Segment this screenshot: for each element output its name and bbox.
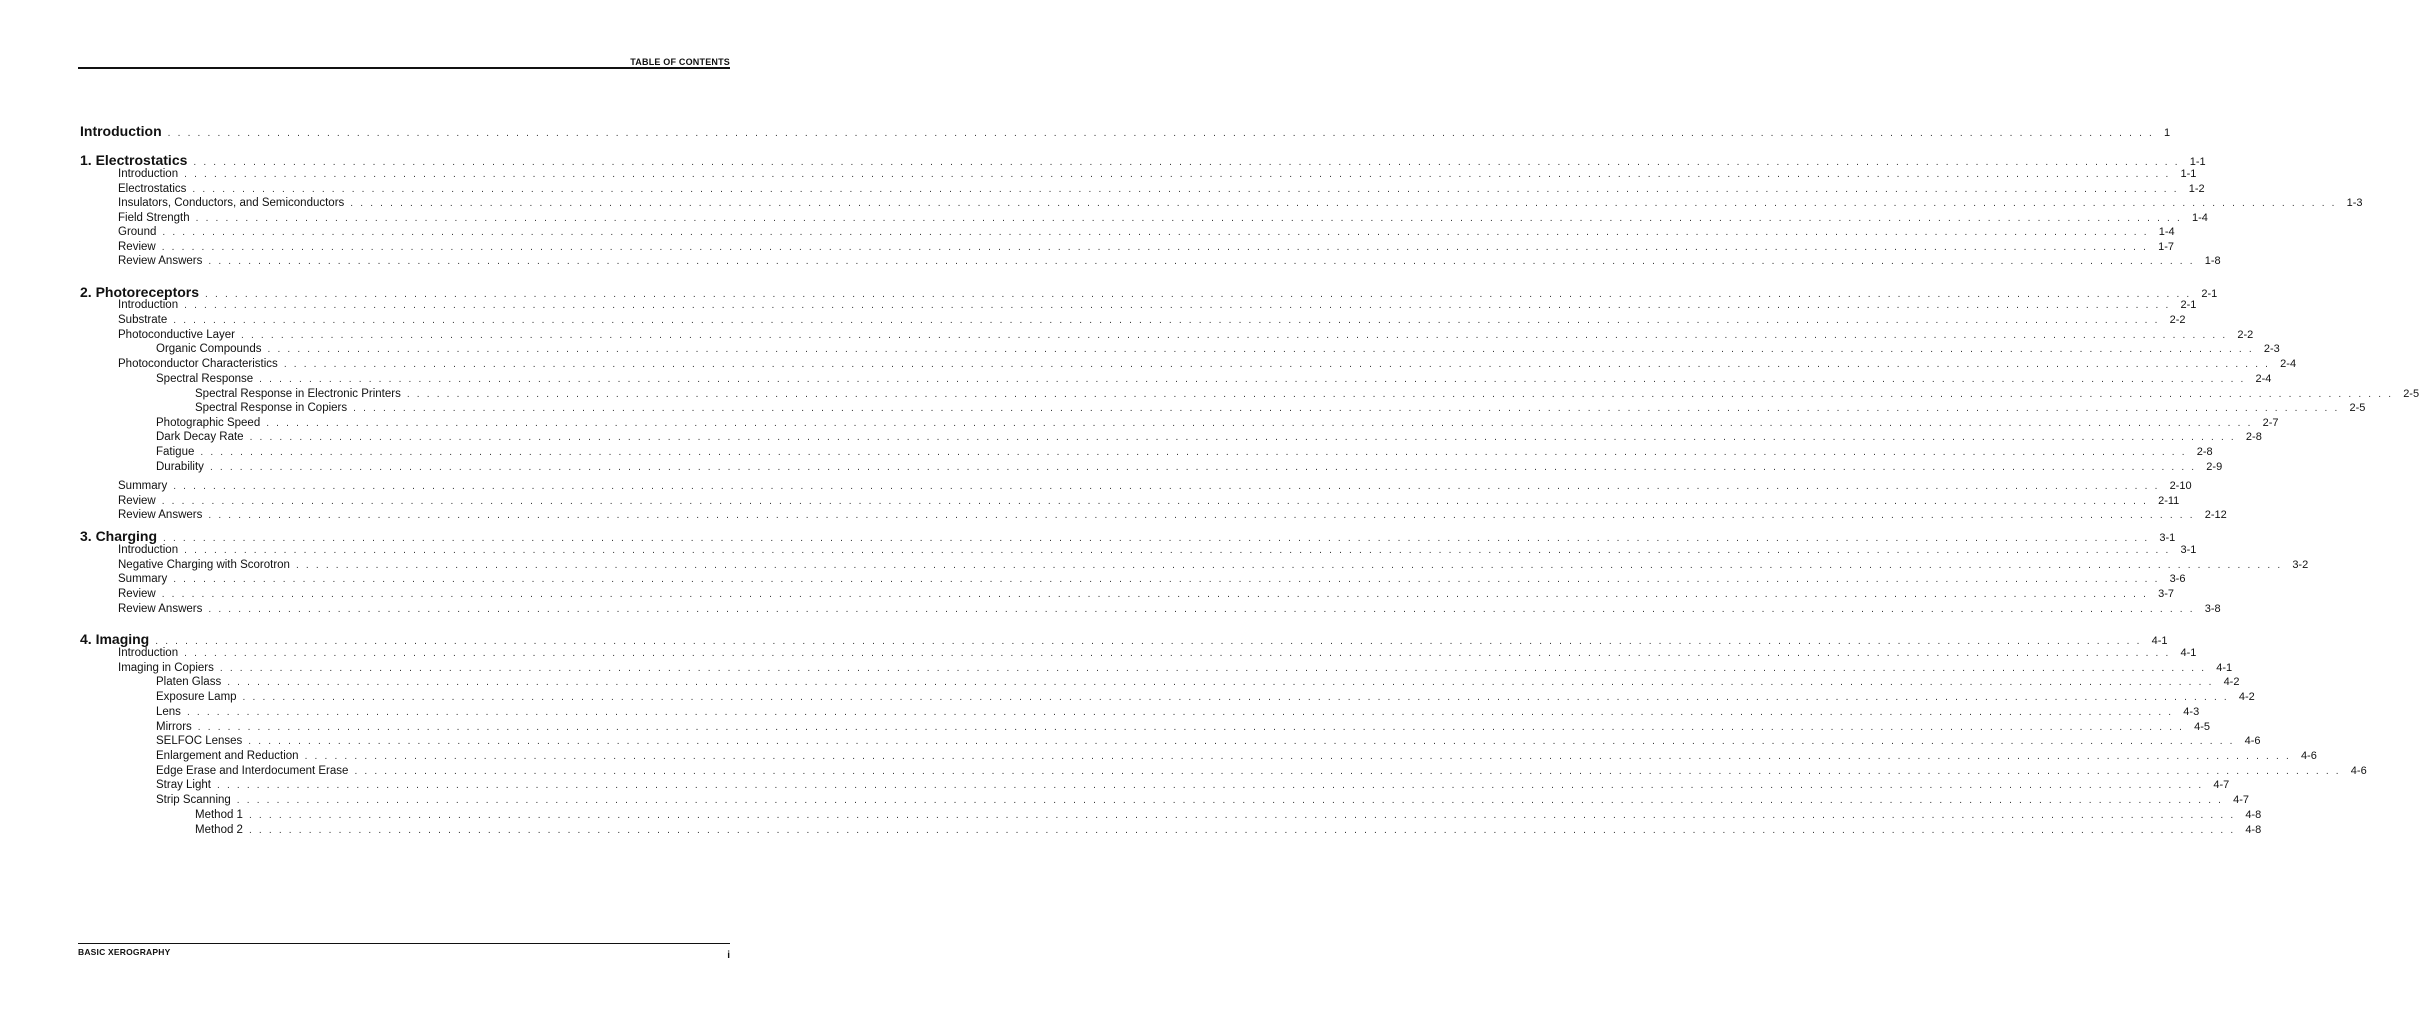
toc-entry xyxy=(0,822,2262,838)
dot-leader: . . . . . . . . . . . . . . . . . . . . . . . . . . . . . . . . . . . . . . . . . . . . . . . . . . . . . . . . . . . . . . . . . . . . . . . . . . . . . . . . . . . . . . . . . . . . . . . . . . . . . . . . . . . . . . . . . . . . . . . . . . . . . . . . . . . . . . . . . . . . . . . . . . . . . . . . . . . . . . . . . . . . . . . . . . . . . . . . . . . . . . . . . . . . . . . . . . . . . . . . xyxy=(248,825,2236,836)
toc-entry-title: Substrate xyxy=(118,314,168,326)
dot-leader: . . . . . . . . . . . . . . . . . . . . . . . . . . . . . . . . . . . . . . . . . . . . . . . . . . . . . . . . . . . . . . . . . . . . . . . . . . . . . . . . . . . . . . . . . . . . . . . . . . . . . . . . . . . . . . . . . . . . . . . . . . . . . . . . . . . . . . . . . . . . . . . . . . . . . . . . . . . . . . . . . . . . . . . . . . . . . . . . . . . . . . . . . . . . . . . . . . . . . . . . xyxy=(200,447,2187,458)
toc-entry-title: SELFOC Lenses xyxy=(156,735,243,747)
toc-entry-title: Strip Scanning xyxy=(156,794,231,806)
dot-leader: . . . . . . . . . . . . . . . . . . . . . . . . . . . . . . . . . . . . . . . . . . . . . . . . . . . . . . . . . . . . . . . . . . . . . . . . . . . . . . . . . . . . . . . . . . . . . . . . . . . . . . . . . . . . . . . . . . . . . . . . . . . . . . . . . . . . . . . . . . . . . . . . . . . . . . . . . . . . . . . . . . . . . . . . . . . . . . . . . . . . . . . . . . . . . . . . . . . . . . . . xyxy=(249,432,2236,443)
dot-leader: . . . . . . . . . . . . . . . . . . . . . . . . . . . . . . . . . . . . . . . . . . . . . . . . . . . . . . . . . . . . . . . . . . . . . . . . . . . . . . . . . . . . . . . . . . . . . . . . . . . . . . . . . . . . . . . . . . . . . . . . . . . . . . . . . . . . . . . . . . . . . . . . . . . . . . . . . . . . . . . . . . . . . . . . . . . . . . . . . . . . . . . . . . . . . . . . . . . . . . . . xyxy=(283,359,2271,370)
toc-entry-page: 4-1 xyxy=(2151,635,2168,647)
toc-entry-title: Ground xyxy=(118,226,157,238)
dot-leader: . . . . . . . . . . . . . . . . . . . . . . . . . . . . . . . . . . . . . . . . . . . . . . . . . . . . . . . . . . . . . . . . . . . . . . . . . . . . . . . . . . . . . . . . . . . . . . . . . . . . . . . . . . . . . . . . . . . . . . . . . . . . . . . . . . . . . . . . . . . . . . . . . . . . . . . . . . . . . . . . . . . . . . . . . . . . . . . . . . . . . . . . . . . . . . . . . . . . . . . . xyxy=(241,330,2228,341)
toc-entry xyxy=(0,704,2200,720)
dot-leader: . . . . . . . . . . . . . . . . . . . . . . . . . . . . . . . . . . . . . . . . . . . . . . . . . . . . . . . . . . . . . . . . . . . . . . . . . . . . . . . . . . . . . . . . . . . . . . . . . . . . . . . . . . . . . . . . . . . . . . . . . . . . . . . . . . . . . . . . . . . . . . . . . . . . . . . . . . . . . . . . . . . . . . . . . . . . . . . . . . . . . . . . . . . . . . . . . . . . . . . . xyxy=(161,242,2149,253)
toc-entry xyxy=(0,792,2250,808)
toc-entry xyxy=(0,444,2213,460)
toc-entry xyxy=(0,507,2227,523)
toc-entry-page: 4-8 xyxy=(2245,809,2262,821)
dot-leader: . . . . . . . . . . . . . . . . . . . . . . . . . . . . . . . . . . . . . . . . . . . . . . . . . . . . . . . . . . . . . . . . . . . . . . . . . . . . . . . . . . . . . . . . . . . . . . . . . . . . . . . . . . . . . . . . . . . . . . . . . . . . . . . . . . . . . . . . . . . . . . . . . . . . . . . . . . . . . . . . . . . . . . . . . . . . . . . . . . . . . . . . . . . . . . . . . . . . . . . . xyxy=(208,256,2195,267)
dot-leader: . . . . . . . . . . . . . . . . . . . . . . . . . . . . . . . . . . . . . . . . . . . . . . . . . . . . . . . . . . . . . . . . . . . . . . . . . . . . . . . . . . . . . . . . . . . . . . . . . . . . . . . . . . . . . . . . . . . . . . . . . . . . . . . . . . . . . . . . . . . . . . . . . . . . . . . . . . . . . . . . . . . . . . . . . . . . . . . . . . . . . . . . . . . . . . . . . . . . . . . . xyxy=(242,692,2229,703)
toc-entry xyxy=(0,341,2280,357)
dot-leader: . . . . . . . . . . . . . . . . . . . . . . . . . . . . . . . . . . . . . . . . . . . . . . . . . . . . . . . . . . . . . . . . . . . . . . . . . . . . . . . . . . . . . . . . . . . . . . . . . . . . . . . . . . . . . . . . . . . . . . . . . . . . . . . . . . . . . . . . . . . . . . . . . . . . . . . . . . . . . . . . . . . . . . . . . . . . . . . . . . . . . . . . . . . . . . . . . . . . . . . . xyxy=(167,128,2155,139)
toc-entry-page: 2-2 xyxy=(2237,329,2254,341)
toc-entry-title: Edge Erase and Interdocument Erase xyxy=(156,765,349,777)
toc-entry-title: Electrostatics xyxy=(118,183,187,195)
toc-entry-page: 4-7 xyxy=(2233,794,2250,806)
dot-leader: . . . . . . . . . . . . . . . . . . . . . . . . . . . . . . . . . . . . . . . . . . . . . . . . . . . . . . . . . . . . . . . . . . . . . . . . . . . . . . . . . . . . . . . . . . . . . . . . . . . . . . . . . . . . . . . . . . . . . . . . . . . . . . . . . . . . . . . . . . . . . . . . . . . . . . . . . . . . . . . . . . . . . . . . . . . . . . . . . . . . . . . . . . . . . . . . . . . . . . . . xyxy=(195,213,2182,224)
toc-entry xyxy=(0,371,2272,387)
toc-entry-page: 4-8 xyxy=(2245,824,2262,836)
toc-entry-title: Fatigue xyxy=(156,446,195,458)
toc-entry-page: 4-2 xyxy=(2238,691,2255,703)
toc-entry-title: Photoconductor Characteristics xyxy=(118,358,278,370)
toc-entry-page: 2-8 xyxy=(2196,446,2213,458)
toc-entry xyxy=(0,586,2174,602)
toc-entry-page: 2-10 xyxy=(2169,480,2192,492)
toc-entry xyxy=(0,674,2240,690)
toc-entry-title: Introduction xyxy=(80,123,162,139)
toc-entry-page: 1-1 xyxy=(2189,156,2206,168)
toc-entry-title: Method 2 xyxy=(195,824,243,836)
dot-leader: . . . . . . . . . . . . . . . . . . . . . . . . . . . . . . . . . . . . . . . . . . . . . . . . . . . . . . . . . . . . . . . . . . . . . . . . . . . . . . . . . . . . . . . . . . . . . . . . . . . . . . . . . . . . . . . . . . . . . . . . . . . . . . . . . . . . . . . . . . . . . . . . . . . . . . . . . . . . . . . . . . . . . . . . . . . . . . . . . . . . . . . . . . . . . . . . . . . . . . . . xyxy=(236,795,2224,806)
toc-entry-page: 3-2 xyxy=(2292,559,2309,571)
toc-entry xyxy=(0,166,2197,182)
dot-leader: . . . . . . . . . . . . . . . . . . . . . . . . . . . . . . . . . . . . . . . . . . . . . . . . . . . . . . . . . . . . . . . . . . . . . . . . . . . . . . . . . . . . . . . . . . . . . . . . . . . . . . . . . . . . . . . . . . . . . . . . . . . . . . . . . . . . . . . . . . . . . . . . . . . . . . . . . . . . . . . . . . . . . . . . . . . . . . . . . . . . . . . . . . . . . . . . . . . . . . . . xyxy=(186,707,2174,718)
toc-entry-title: Organic Compounds xyxy=(156,343,262,355)
footer-title: BASIC XEROGRAPHY xyxy=(78,947,171,957)
dot-leader: . . . . . . . . . . . . . . . . . . . . . . . . . . . . . . . . . . . . . . . . . . . . . . . . . . . . . . . . . . . . . . . . . . . . . . . . . . . . . . . . . . . . . . . . . . . . . . . . . . . . . . . . . . . . . . . . . . . . . . . . . . . . . . . . . . . . . . . . . . . . . . . . . . . . . . . . . . . . . . . . . . . . . . . . . . . . . . . . . . . . . . . . . . . . . . . . . . . . . . . . xyxy=(192,184,2179,195)
dot-leader: . . . . . . . . . . . . . . . . . . . . . . . . . . . . . . . . . . . . . . . . . . . . . . . . . . . . . . . . . . . . . . . . . . . . . . . . . . . . . . . . . . . . . . . . . . . . . . . . . . . . . . . . . . . . . . . . . . . . . . . . . . . . . . . . . . . . . . . . . . . . . . . . . . . . . . . . . . . . . . . . . . . . . . . . . . . . . . . . . . . . . . . . . . . . . . . . . . . . . . . . xyxy=(304,751,2291,762)
toc-entry xyxy=(0,224,2175,240)
toc-entry-title: Spectral Response xyxy=(156,373,254,385)
toc-entry xyxy=(0,542,2197,558)
toc-entry-page: 2-12 xyxy=(2204,509,2227,521)
toc-entry-page: 2-5 xyxy=(2349,402,2366,414)
toc-entry xyxy=(0,733,2261,749)
toc-entry-title: Platen Glass xyxy=(156,676,222,688)
dot-leader: . . . . . . . . . . . . . . . . . . . . . . . . . . . . . . . . . . . . . . . . . . . . . . . . . . . . . . . . . . . . . . . . . . . . . . . . . . . . . . . . . . . . . . . . . . . . . . . . . . . . . . . . . . . . . . . . . . . . . . . . . . . . . . . . . . . . . . . . . . . . . . . . . . . . . . . . . . . . . . . . . . . . . . . . . . . . . . . . . . . . . . . . . . . . . . . . . . . . . . . . xyxy=(184,300,2171,311)
toc-entry-title: Spectral Response in Electronic Printers xyxy=(195,388,401,400)
toc-entry xyxy=(0,297,2197,313)
dot-leader: . . . . . . . . . . . . . . . . . . . . . . . . . . . . . . . . . . . . . . . . . . . . . . . . . . . . . . . . . . . . . . . . . . . . . . . . . . . . . . . . . . . . . . . . . . . . . . . . . . . . . . . . . . . . . . . . . . . . . . . . . . . . . . . . . . . . . . . . . . . . . . . . . . . . . . . . . . . . . . . . . . . . . . . . . . . . . . . . . . . . . . . . . . . . . . . . . . . . . . . . xyxy=(163,533,2150,544)
toc-entry-page: 4-2 xyxy=(2223,676,2240,688)
dot-leader: . . . . . . . . . . . . . . . . . . . . . . . . . . . . . . . . . . . . . . . . . . . . . . . . . . . . . . . . . . . . . . . . . . . . . . . . . . . . . . . . . . . . . . . . . . . . . . . . . . . . . . . . . . . . . . . . . . . . . . . . . . . . . . . . . . . . . . . . . . . . . . . . . . . . . . . . . . . . . . . . . . . . . . . . . . . . . . . . . . . . . . . . . . . . . . . . . . . . . . . . xyxy=(173,315,2160,326)
toc-entry-title: Durability xyxy=(156,461,204,473)
toc-entry-page: 3-8 xyxy=(2204,603,2221,615)
toc-entry-page: 3-1 xyxy=(2180,544,2197,556)
toc-entry-title: 4. Imaging xyxy=(80,631,150,647)
toc-entry-title: Introduction xyxy=(118,299,179,311)
toc-entry-title: Summary xyxy=(118,480,168,492)
toc-entry-page: 1-4 xyxy=(2158,226,2175,238)
toc-entry-title: Exposure Lamp xyxy=(156,691,237,703)
toc-entry-page: 4-7 xyxy=(2213,779,2230,791)
toc-entry-page: 2-2 xyxy=(2169,314,2186,326)
toc-entry-title: Stray Light xyxy=(156,779,211,791)
dot-leader: . . . . . . . . . . . . . . . . . . . . . . . . . . . . . . . . . . . . . . . . . . . . . . . . . . . . . . . . . . . . . . . . . . . . . . . . . . . . . . . . . . . . . . . . . . . . . . . . . . . . . . . . . . . . . . . . . . . . . . . . . . . . . . . . . . . . . . . . . . . . . . . . . . . . . . . . . . . . . . . . . . . . . . . . . . . . . . . . . . . . . . . . . . . . . . . . . . . . . . . . xyxy=(155,636,2142,647)
toc-entry-title: Review Answers xyxy=(118,603,203,615)
toc-entry xyxy=(0,429,2262,445)
dot-leader: . . . . . . . . . . . . . . . . . . . . . . . . . . . . . . . . . . . . . . . . . . . . . . . . . . . . . . . . . . . . . . . . . . . . . . . . . . . . . . . . . . . . . . . . . . . . . . . . . . . . . . . . . . . . . . . . . . . . . . . . . . . . . . . . . . . . . . . . . . . . . . . . . . . . . . . . . . . . . . . . . . . . . . . . . . . . . . . . . . . . . . . . . . . . . . . . . . . . . . . . xyxy=(208,510,2195,521)
toc-entry-page: 2-11 xyxy=(2158,495,2180,507)
toc-entry-title: Review xyxy=(118,588,156,600)
toc-entry-title: Field Strength xyxy=(118,212,190,224)
toc-entry-title: Insulators, Conductors, and Semiconductors xyxy=(118,197,345,209)
dot-leader: . . . . . . . . . . . . . . . . . . . . . . . . . . . . . . . . . . . . . . . . . . . . . . . . . . . . . . . . . . . . . . . . . . . . . . . . . . . . . . . . . . . . . . . . . . . . . . . . . . . . . . . . . . . . . . . . . . . . . . . . . . . . . . . . . . . . . . . . . . . . . . . . . . . . . . . . . . . . . . . . . . . . . . . . . . . . . . . . . . . . . . . . . . . . . . . . . . . . . . . . xyxy=(248,736,2235,747)
toc-entry-page: 1-4 xyxy=(2191,212,2208,224)
toc-entry-title: Dark Decay Rate xyxy=(156,431,244,443)
toc-entry-title: Method 1 xyxy=(195,809,243,821)
toc-entry-page: 2-8 xyxy=(2245,431,2262,443)
toc-entry-title: Photoconductive Layer xyxy=(118,329,235,341)
toc-entry-title: Introduction xyxy=(118,647,179,659)
dot-leader: . . . . . . . . . . . . . . . . . . . . . . . . . . . . . . . . . . . . . . . . . . . . . . . . . . . . . . . . . . . . . . . . . . . . . . . . . . . . . . . . . . . . . . . . . . . . . . . . . . . . . . . . . . . . . . . . . . . . . . . . . . . . . . . . . . . . . . . . . . . . . . . . . . . . . . . . . . . . . . . . . . . . . . . . . . . . . . . . . . . . . . . . . . . . . . . . . . . . . . . . xyxy=(173,574,2160,585)
toc-entry-page: 2-4 xyxy=(2280,358,2297,370)
toc-entry-page: 3-6 xyxy=(2169,573,2186,585)
toc-entry-title: 2. Photoreceptors xyxy=(80,284,200,300)
toc-entry-title: Review Answers xyxy=(118,509,203,521)
toc-entry-title: Enlargement and Reduction xyxy=(156,750,299,762)
dot-leader: . . . . . . . . . . . . . . . . . . . . . . . . . . . . . . . . . . . . . . . . . . . . . . . . . . . . . . . . . . . . . . . . . . . . . . . . . . . . . . . . . . . . . . . . . . . . . . . . . . . . . . . . . . . . . . . . . . . . . . . . . . . . . . . . . . . . . . . . . . . . . . . . . . . . . . . . . . . . . . . . . . . . . . . . . . . . . . . . . . . . . . . . . . . . . . . . . . . . . . . . xyxy=(208,604,2195,615)
toc-entry-page: 4-3 xyxy=(2183,706,2200,718)
toc-entry-title: Spectral Response in Copiers xyxy=(195,402,348,414)
toc-entry-page: 3-7 xyxy=(2158,588,2174,600)
toc-entry-page: 1-2 xyxy=(2188,183,2205,195)
toc-entry-title: Introduction xyxy=(118,168,179,180)
toc-entry xyxy=(0,748,2317,764)
toc-entry-page: 4-1 xyxy=(2216,662,2233,674)
dot-leader: . . . . . . . . . . . . . . . . . . . . . . . . . . . . . . . . . . . . . . . . . . . . . . . . . . . . . . . . . . . . . . . . . . . . . . . . . . . . . . . . . . . . . . . . . . . . . . . . . . . . . . . . . . . . . . . . . . . . . . . . . . . . . . . . . . . . . . . . . . . . . . . . . . . . . . . . . . . . . . . . . . . . . . . . . . . . . . . . . . . . . . . . . . . . . . . . . . . . . . . . xyxy=(267,344,2254,355)
dot-leader: . . . . . . . . . . . . . . . . . . . . . . . . . . . . . . . . . . . . . . . . . . . . . . . . . . . . . . . . . . . . . . . . . . . . . . . . . . . . . . . . . . . . . . . . . . . . . . . . . . . . . . . . . . . . . . . . . . . . . . . . . . . . . . . . . . . . . . . . . . . . . . . . . . . . . . . . . . . . . . . . . . . . . . . . . . . . . . . . . . . . . . . . . . . . . . . . . . . . . . . . xyxy=(216,780,2204,791)
toc-entry xyxy=(0,122,2171,140)
toc-entry xyxy=(0,645,2197,661)
dot-leader: . . . . . . . . . . . . . . . . . . . . . . . . . . . . . . . . . . . . . . . . . . . . . . . . . . . . . . . . . . . . . . . . . . . . . . . . . . . . . . . . . . . . . . . . . . . . . . . . . . . . . . . . . . . . . . . . . . . . . . . . . . . . . . . . . . . . . . . . . . . . . . . . . . . . . . . . . . . . . . . . . . . . . . . . . . . . . . . . . . . . . . . . . . . . . . . . . . . . . . . . xyxy=(227,677,2214,688)
toc-entry xyxy=(0,195,2363,211)
toc-entry-title: Review Answers xyxy=(118,255,203,267)
toc-entry-page: 3-1 xyxy=(2159,532,2176,544)
header-title: TABLE OF CONTENTS xyxy=(630,57,730,67)
toc-entry-page: 2-7 xyxy=(2262,417,2279,429)
toc-entry-title: Introduction xyxy=(118,544,179,556)
dot-leader: . . . . . . . . . . . . . . . . . . . . . . . . . . . . . . . . . . . . . . . . . . . . . . . . . . . . . . . . . . . . . . . . . . . . . . . . . . . . . . . . . . . . . . . . . . . . . . . . . . . . . . . . . . . . . . . . . . . . . . . . . . . . . . . . . . . . . . . . . . . . . . . . . . . . . . . . . . . . . . . . . . . . . . . . . . . . . . . . . . . . . . . . . . . . . . . . . . . . . . . . xyxy=(219,663,2207,674)
toc-entry-page: 4-6 xyxy=(2244,735,2261,747)
dot-leader: . . . . . . . . . . . . . . . . . . . . . . . . . . . . . . . . . . . . . . . . . . . . . . . . . . . . . . . . . . . . . . . . . . . . . . . . . . . . . . . . . . . . . . . . . . . . . . . . . . . . . . . . . . . . . . . . . . . . . . . . . . . . . . . . . . . . . . . . . . . . . . . . . . . . . . . . . . . . . . . . . . . . . . . . . . . . . . . . . . . . . . . . . . . . . . . . . . . . . . . . xyxy=(173,481,2160,492)
toc-entry xyxy=(0,253,2221,269)
dot-leader: . . . . . . . . . . . . . . . . . . . . . . . . . . . . . . . . . . . . . . . . . . . . . . . . . . . . . . . . . . . . . . . . . . . . . . . . . . . . . . . . . . . . . . . . . . . . . . . . . . . . . . . . . . . . . . . . . . . . . . . . . . . . . . . . . . . . . . . . . . . . . . . . . . . . . . . . . . . . . . . . . . . . . . . . . . . . . . . . . . . . . . . . . . . . . . . . . . . . . . . . xyxy=(193,157,2180,168)
toc-entry-page: 1-8 xyxy=(2204,255,2221,267)
toc-entry-title: Mirrors xyxy=(156,721,192,733)
dot-leader: . . . . . . . . . . . . . . . . . . . . . . . . . . . . . . . . . . . . . . . . . . . . . . . . . . . . . . . . . . . . . . . . . . . . . . . . . . . . . . . . . . . . . . . . . . . . . . . . . . . . . . . . . . . . . . . . . . . . . . . . . . . . . . . . . . . . . . . . . . . . . . . . . . . . . . . . . . . . . . . . . . . . . . . . . . . . . . . . . . . . . . . . . . . . . . . . . . . . . . . . xyxy=(295,560,2283,571)
toc-entry-page: 2-3 xyxy=(2263,343,2280,355)
toc-entry-title: Review xyxy=(118,241,156,253)
toc-entry-page: 1-7 xyxy=(2158,241,2174,253)
dot-leader: . . . . . . . . . . . . . . . . . . . . . . . . . . . . . . . . . . . . . . . . . . . . . . . . . . . . . . . . . . . . . . . . . . . . . . . . . . . . . . . . . . . . . . . . . . . . . . . . . . . . . . . . . . . . . . . . . . . . . . . . . . . . . . . . . . . . . . . . . . . . . . . . . . . . . . . . . . . . . . . . . . . . . . . . . . . . . . . . . . . . . . . . . . . . . . . . . . . . . . . . xyxy=(266,418,2253,429)
toc-entry-page: 2-9 xyxy=(2206,461,2223,473)
toc-entry xyxy=(0,400,2366,416)
toc-entry-page: 2-1 xyxy=(2180,299,2197,311)
dot-leader: . . . . . . . . . . . . . . . . . . . . . . . . . . . . . . . . . . . . . . . . . . . . . . . . . . . . . . . . . . . . . . . . . . . . . . . . . . . . . . . . . . . . . . . . . . . . . . . . . . . . . . . . . . . . . . . . . . . . . . . . . . . . . . . . . . . . . . . . . . . . . . . . . . . . . . . . . . . . . . . . . . . . . . . . . . . . . . . . . . . . . . . . . . . . . . . . . . . . . . . . xyxy=(248,810,2236,821)
dot-leader: . . . . . . . . . . . . . . . . . . . . . . . . . . . . . . . . . . . . . . . . . . . . . . . . . . . . . . . . . . . . . . . . . . . . . . . . . . . . . . . . . . . . . . . . . . . . . . . . . . . . . . . . . . . . . . . . . . . . . . . . . . . . . . . . . . . . . . . . . . . . . . . . . . . . . . . . . . . . . . . . . . . . . . . . . . . . . . . . . . . . . . . . . . . . . . . . . . . . . . . . xyxy=(161,496,2149,507)
toc-entry xyxy=(0,807,2262,823)
toc-entry-page: 1-1 xyxy=(2180,168,2197,180)
page-number: i xyxy=(727,950,730,961)
toc-entry-page: 1 xyxy=(2164,127,2171,139)
toc-entry xyxy=(0,571,2186,587)
toc-entry-page: 2-5 xyxy=(2403,388,2419,400)
dot-leader: . . . . . . . . . . . . . . . . . . . . . . . . . . . . . . . . . . . . . . . . . . . . . . . . . . . . . . . . . . . . . . . . . . . . . . . . . . . . . . . . . . . . . . . . . . . . . . . . . . . . . . . . . . . . . . . . . . . . . . . . . . . . . . . . . . . . . . . . . . . . . . . . . . . . . . . . . . . . . . . . . . . . . . . . . . . . . . . . . . . . . . . . . . . . . . . . . . . . . . . . xyxy=(197,722,2185,733)
toc-entry-title: Summary xyxy=(118,573,168,585)
dot-leader: . . . . . . . . . . . . . . . . . . . . . . . . . . . . . . . . . . . . . . . . . . . . . . . . . . . . . . . . . . . . . . . . . . . . . . . . . . . . . . . . . . . . . . . . . . . . . . . . . . . . . . . . . . . . . . . . . . . . . . . . . . . . . . . . . . . . . . . . . . . . . . . . . . . . . . . . . . . . . . . . . . . . . . . . . . . . . . . . . . . . . . . . . . . . . . . . . . . . . . . . xyxy=(205,289,2192,300)
toc-entry-title: Imaging in Copiers xyxy=(118,662,214,674)
toc-entry-page: 4-6 xyxy=(2300,750,2317,762)
toc-entry-title: Lens xyxy=(156,706,181,718)
footer-rule xyxy=(78,943,730,944)
dot-leader: . . . . . . . . . . . . . . . . . . . . . . . . . . . . . . . . . . . . . . . . . . . . . . . . . . . . . . . . . . . . . . . . . . . . . . . . . . . . . . . . . . . . . . . . . . . . . . . . . . . . . . . . . . . . . . . . . . . . . . . . . . . . . . . . . . . . . . . . . . . . . . . . . . . . . . . . . . . . . . . . . . . . . . . . . . . . . . . . . . . . . . . . . . . . . . . . . . . . . . . . xyxy=(184,648,2171,659)
toc-entry xyxy=(0,689,2255,705)
toc-entry xyxy=(0,601,2221,617)
dot-leader: . . . . . . . . . . . . . . . . . . . . . . . . . . . . . . . . . . . . . . . . . . . . . . . . . . . . . . . . . . . . . . . . . . . . . . . . . . . . . . . . . . . . . . . . . . . . . . . . . . . . . . . . . . . . . . . . . . . . . . . . . . . . . . . . . . . . . . . . . . . . . . . . . . . . . . . . . . . . . . . . . . . . . . . . . . . . . . . . . . . . . . . . . . . . . . . . . . . . . . . . xyxy=(259,374,2246,385)
toc-entry-page: 2-1 xyxy=(2201,288,2218,300)
toc-entry-page: 2-4 xyxy=(2255,373,2272,385)
toc-entry-title: Review xyxy=(118,495,156,507)
toc-entry xyxy=(0,459,2223,475)
toc-entry xyxy=(0,478,2192,494)
dot-leader: . . . . . . . . . . . . . . . . . . . . . . . . . . . . . . . . . . . . . . . . . . . . . . . . . . . . . . . . . . . . . . . . . . . . . . . . . . . . . . . . . . . . . . . . . . . . . . . . . . . . . . . . . . . . . . . . . . . . . . . . . . . . . . . . . . . . . . . . . . . . . . . . . . . . . . . . . . . . . . . . . . . . . . . . . . . . . . . . . . . . . . . . . . . . . . . . . . . . . . . . xyxy=(354,766,2341,777)
dot-leader: . . . . . . . . . . . . . . . . . . . . . . . . . . . . . . . . . . . . . . . . . . . . . . . . . . . . . . . . . . . . . . . . . . . . . . . . . . . . . . . . . . . . . . . . . . . . . . . . . . . . . . . . . . . . . . . . . . . . . . . . . . . . . . . . . . . . . . . . . . . . . . . . . . . . . . . . . . . . . . . . . . . . . . . . . . . . . . . . . . . . . . . . . . . . . . . . . . . . . . . . xyxy=(406,389,2394,400)
dot-leader: . . . . . . . . . . . . . . . . . . . . . . . . . . . . . . . . . . . . . . . . . . . . . . . . . . . . . . . . . . . . . . . . . . . . . . . . . . . . . . . . . . . . . . . . . . . . . . . . . . . . . . . . . . . . . . . . . . . . . . . . . . . . . . . . . . . . . . . . . . . . . . . . . . . . . . . . . . . . . . . . . . . . . . . . . . . . . . . . . . . . . . . . . . . . . . . . . . . . . . . . xyxy=(350,198,2337,209)
dot-leader: . . . . . . . . . . . . . . . . . . . . . . . . . . . . . . . . . . . . . . . . . . . . . . . . . . . . . . . . . . . . . . . . . . . . . . . . . . . . . . . . . . . . . . . . . . . . . . . . . . . . . . . . . . . . . . . . . . . . . . . . . . . . . . . . . . . . . . . . . . . . . . . . . . . . . . . . . . . . . . . . . . . . . . . . . . . . . . . . . . . . . . . . . . . . . . . . . . . . . . . . xyxy=(209,462,2197,473)
toc-entry-page: 4-1 xyxy=(2180,647,2197,659)
dot-leader: . . . . . . . . . . . . . . . . . . . . . . . . . . . . . . . . . . . . . . . . . . . . . . . . . . . . . . . . . . . . . . . . . . . . . . . . . . . . . . . . . . . . . . . . . . . . . . . . . . . . . . . . . . . . . . . . . . . . . . . . . . . . . . . . . . . . . . . . . . . . . . . . . . . . . . . . . . . . . . . . . . . . . . . . . . . . . . . . . . . . . . . . . . . . . . . . . . . . . . . . xyxy=(162,227,2149,238)
toc-entry-page: 4-5 xyxy=(2194,721,2211,733)
dot-leader: . . . . . . . . . . . . . . . . . . . . . . . . . . . . . . . . . . . . . . . . . . . . . . . . . . . . . . . . . . . . . . . . . . . . . . . . . . . . . . . . . . . . . . . . . . . . . . . . . . . . . . . . . . . . . . . . . . . . . . . . . . . . . . . . . . . . . . . . . . . . . . . . . . . . . . . . . . . . . . . . . . . . . . . . . . . . . . . . . . . . . . . . . . . . . . . . . . . . . . . . xyxy=(184,545,2171,556)
toc-entry-title: Negative Charging with Scorotron xyxy=(118,559,290,571)
dot-leader: . . . . . . . . . . . . . . . . . . . . . . . . . . . . . . . . . . . . . . . . . . . . . . . . . . . . . . . . . . . . . . . . . . . . . . . . . . . . . . . . . . . . . . . . . . . . . . . . . . . . . . . . . . . . . . . . . . . . . . . . . . . . . . . . . . . . . . . . . . . . . . . . . . . . . . . . . . . . . . . . . . . . . . . . . . . . . . . . . . . . . . . . . . . . . . . . . . . . . . . . xyxy=(353,403,2340,414)
toc-entry xyxy=(0,312,2186,328)
dot-leader: . . . . . . . . . . . . . . . . . . . . . . . . . . . . . . . . . . . . . . . . . . . . . . . . . . . . . . . . . . . . . . . . . . . . . . . . . . . . . . . . . . . . . . . . . . . . . . . . . . . . . . . . . . . . . . . . . . . . . . . . . . . . . . . . . . . . . . . . . . . . . . . . . . . . . . . . . . . . . . . . . . . . . . . . . . . . . . . . . . . . . . . . . . . . . . . . . . . . . . . . xyxy=(161,589,2149,600)
toc-entry-page: 1-3 xyxy=(2346,197,2363,209)
toc-entry-page: 4-6 xyxy=(2350,765,2367,777)
toc-entry-title: 1. Electrostatics xyxy=(80,152,188,168)
dot-leader: . . . . . . . . . . . . . . . . . . . . . . . . . . . . . . . . . . . . . . . . . . . . . . . . . . . . . . . . . . . . . . . . . . . . . . . . . . . . . . . . . . . . . . . . . . . . . . . . . . . . . . . . . . . . . . . . . . . . . . . . . . . . . . . . . . . . . . . . . . . . . . . . . . . . . . . . . . . . . . . . . . . . . . . . . . . . . . . . . . . . . . . . . . . . . . . . . . . . . . . . xyxy=(184,169,2171,180)
toc-entry xyxy=(0,356,2297,372)
toc-entry xyxy=(0,777,2230,793)
toc-entry-title: 3. Charging xyxy=(80,528,158,544)
toc-entry-title: Photographic Speed xyxy=(156,417,261,429)
